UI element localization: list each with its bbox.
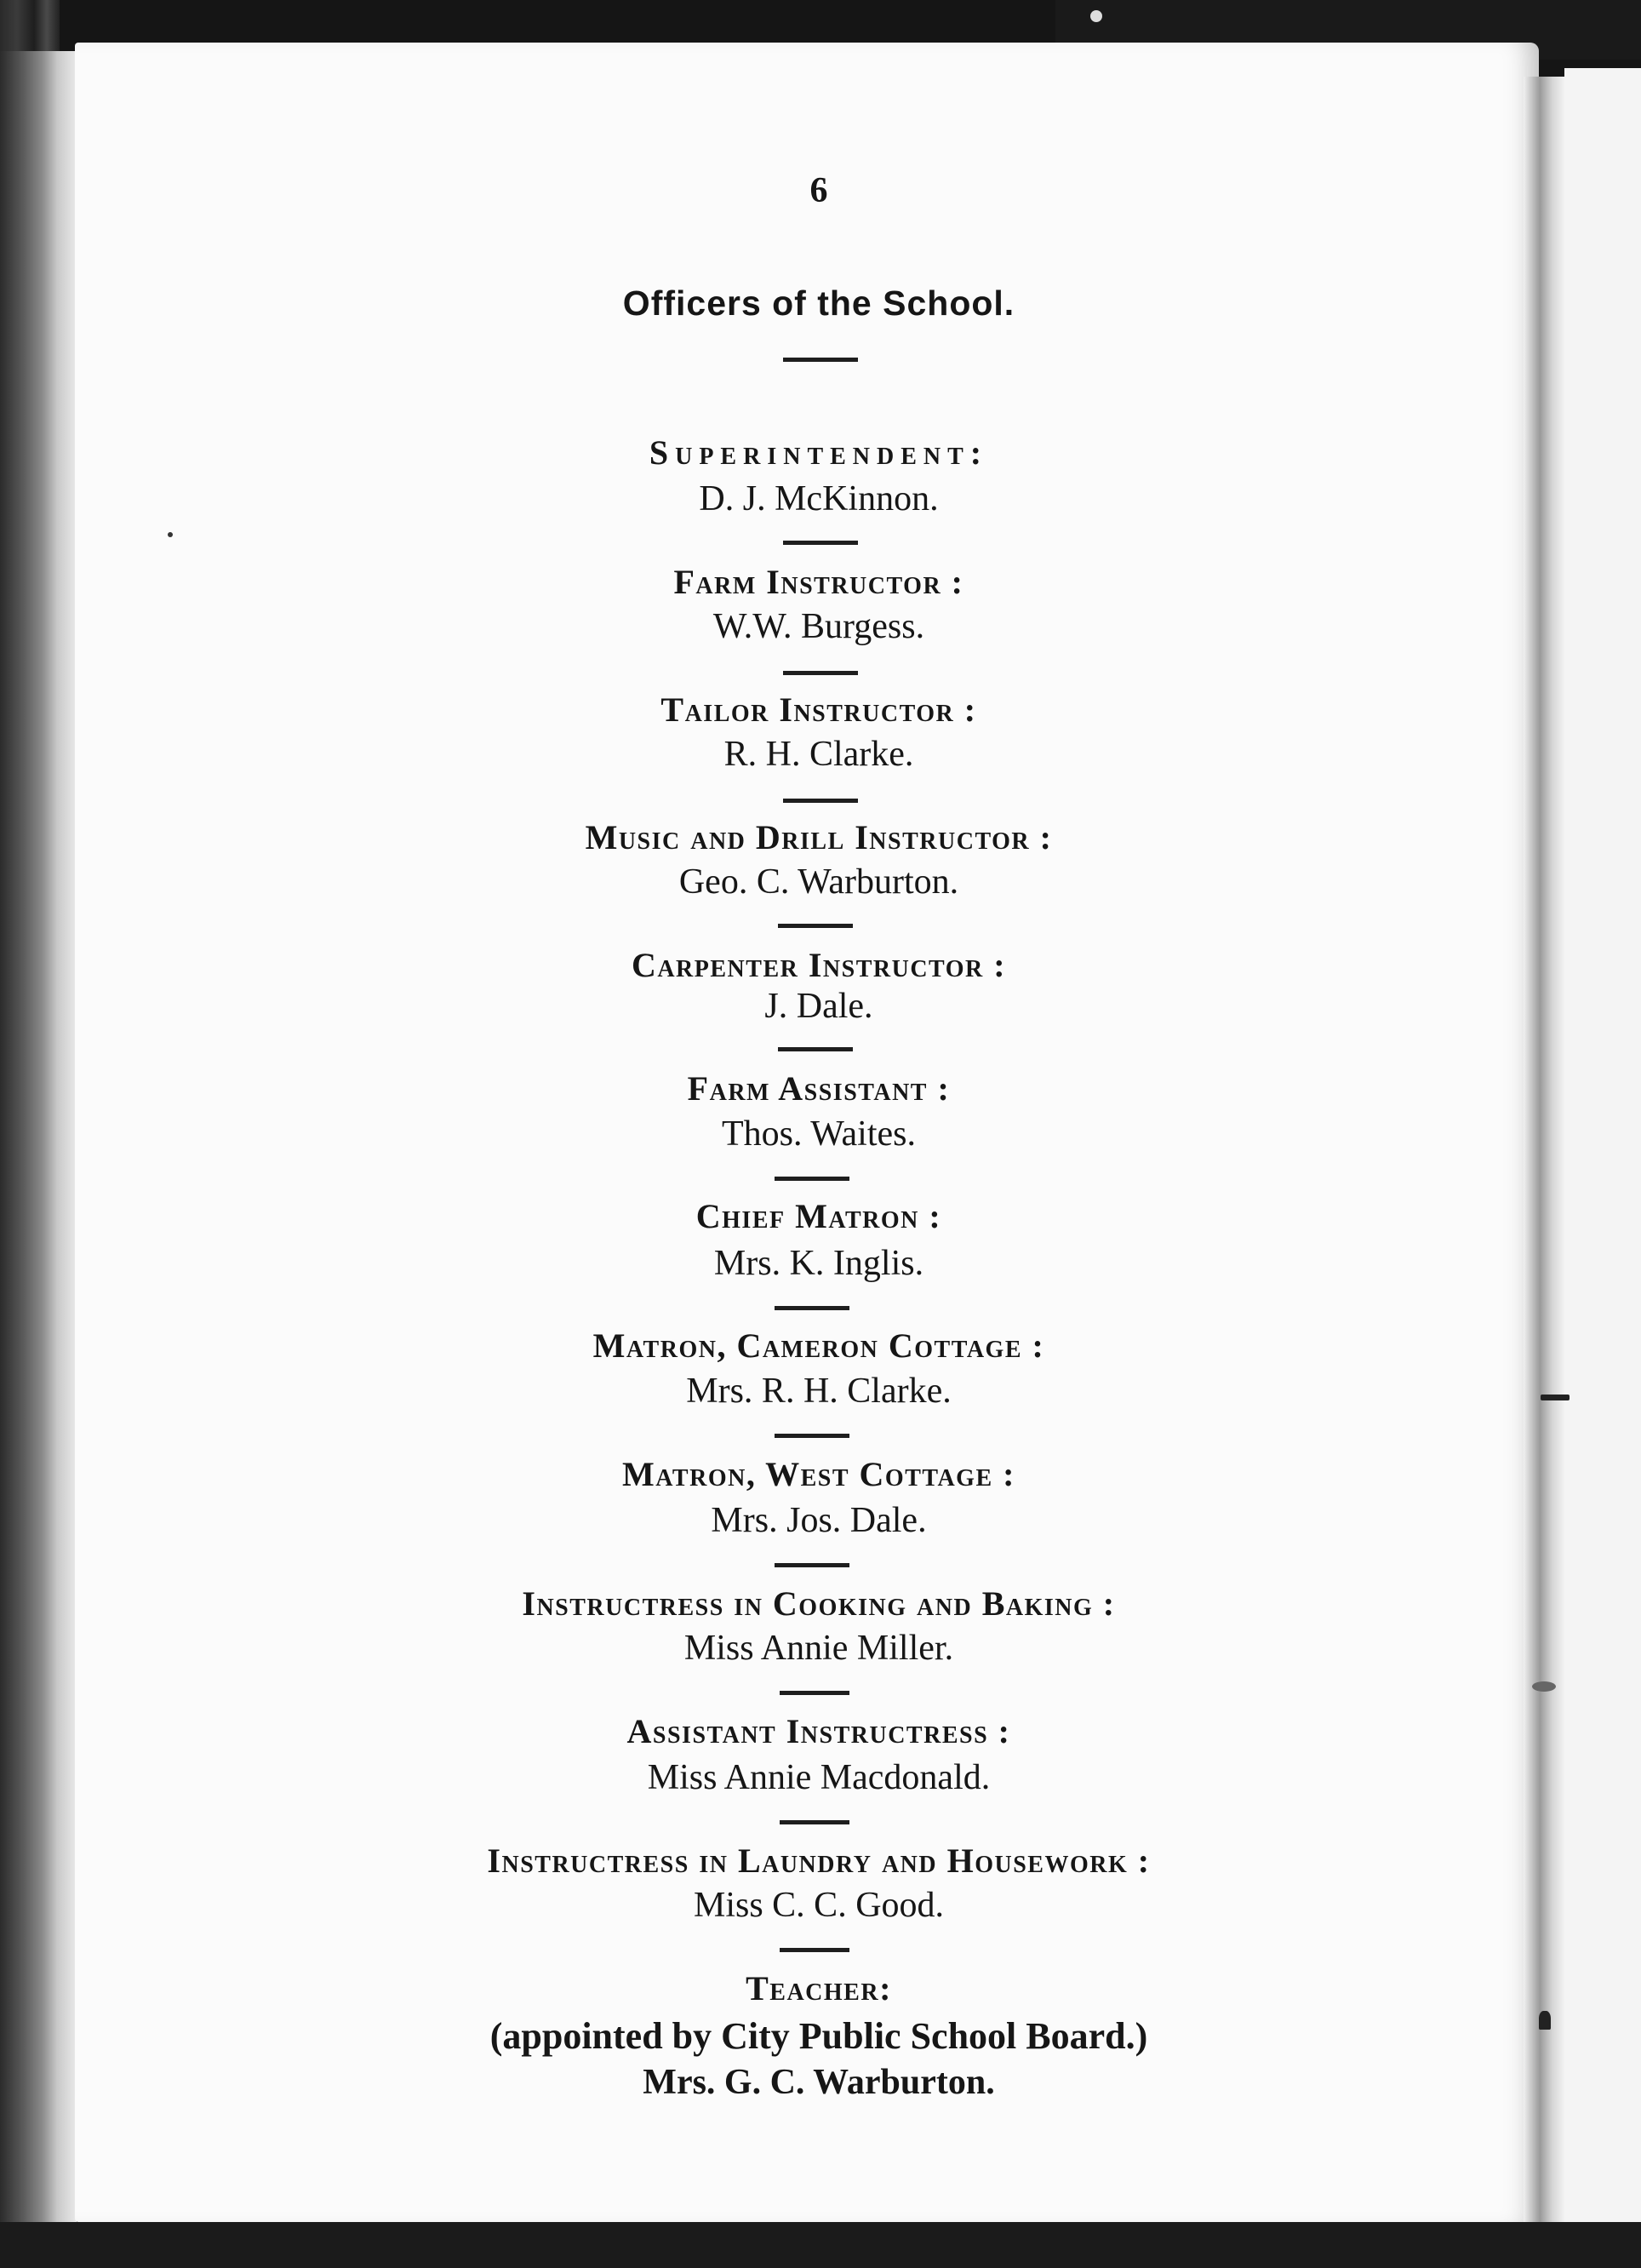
officer-name: D. J. McKinnon. (699, 479, 939, 518)
officer-role: Music and Drill Instructor : (585, 818, 1053, 856)
speck (1090, 10, 1102, 22)
officer-note: (appointed by City Public School Board.) (489, 2015, 1148, 2057)
officer-name: W.W. Burgess. (712, 607, 925, 646)
officer-name: R. H. Clarke. (723, 735, 914, 774)
officer-name: Mrs. Jos. Dale. (711, 1501, 927, 1540)
divider-rule (783, 671, 858, 675)
officer-role: Matron, Cameron Cottage : (592, 1326, 1045, 1365)
divider-rule (780, 1820, 849, 1824)
divider-rule (780, 1691, 849, 1695)
divider-rule (783, 358, 858, 362)
facing-page-edge (1564, 68, 1641, 2268)
page-content (75, 43, 1539, 2222)
book-binding-edge (0, 51, 77, 2265)
officer-role: Tailor Instructor : (660, 690, 977, 729)
officer-name: Mrs. K. Inglis. (713, 1244, 924, 1283)
page-title: Officers of the School. (622, 284, 1015, 323)
officer-name: Miss C. C. Good. (693, 1886, 945, 1925)
officer-name: Miss Annie Macdonald. (647, 1758, 991, 1797)
dark-background-bottom (0, 2222, 1641, 2268)
officer-role: Carpenter Instructor : (631, 946, 1007, 984)
officer-name: J. Dale. (764, 987, 873, 1026)
divider-rule (780, 1948, 849, 1952)
officer-name: Thos. Waites. (722, 1114, 916, 1154)
officer-role: Teacher: (746, 1969, 892, 2007)
divider-rule (775, 1434, 849, 1438)
divider-rule (778, 1047, 853, 1051)
officer-role: Superintendent: (649, 433, 989, 472)
officer-name: Miss Annie Miller. (683, 1629, 954, 1668)
officer-name: Mrs. G. C. Warburton. (643, 2063, 995, 2102)
officer-role: Matron, West Cottage : (622, 1455, 1015, 1493)
divider-rule (783, 799, 858, 803)
divider-rule (775, 1563, 849, 1567)
officer-role: Farm Assistant : (687, 1069, 951, 1108)
divider-rule (778, 924, 853, 928)
page-number: 6 (809, 171, 828, 210)
officer-name: Mrs. R. H. Clarke. (686, 1372, 952, 1411)
officer-role: Instructress in Laundry and Housework : (487, 1841, 1151, 1880)
officer-name: Geo. C. Warburton. (678, 862, 959, 902)
officer-role: Instructress in Cooking and Baking : (522, 1584, 1116, 1623)
divider-rule (783, 541, 858, 545)
divider-rule (775, 1306, 849, 1310)
officer-role: Chief Matron : (695, 1197, 942, 1235)
officer-role: Assistant Instructress : (626, 1712, 1011, 1750)
divider-rule (775, 1177, 849, 1181)
officer-role: Farm Instructor : (673, 563, 964, 601)
